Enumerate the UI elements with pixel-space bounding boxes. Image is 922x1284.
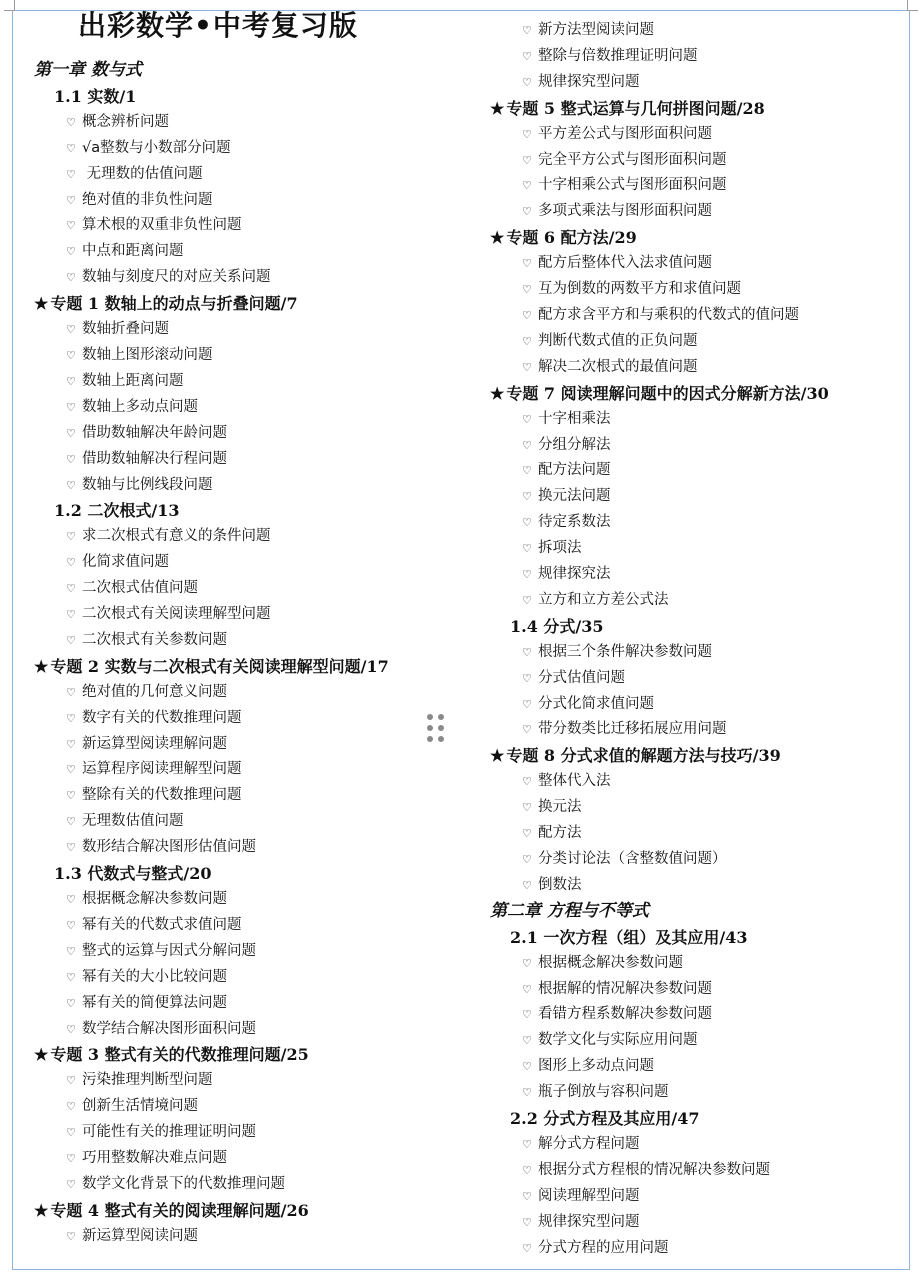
toc-item [34, 939, 484, 965]
toc-text: 分类讨论法（含整数值问题） [538, 851, 727, 867]
toc-text: 瓶子倒放与容积问题 [538, 1084, 669, 1101]
toc-text: 解决二次根式的最值问题 [538, 358, 698, 375]
toc-text: 互为倒数的两数平方和求值问题 [538, 281, 741, 298]
heart-bullet-icon: ♡ [66, 193, 76, 207]
toc-item [34, 1172, 484, 1198]
toc-text: 数学文化背景下的代数推理问题 [82, 1175, 285, 1192]
toc-right-list [490, 18, 910, 1262]
toc-text: 十字相乘法 [538, 410, 611, 427]
heart-bullet-icon: ♡ [522, 593, 532, 607]
toc-item [34, 680, 484, 706]
toc-text: 数轴与比例线段问题 [82, 476, 213, 493]
toc-text: √a整数与小数部分问题 [82, 139, 231, 156]
toc-item [34, 136, 484, 162]
toc-text: 专题 5 整式运算与几何拼图问题/28 [506, 98, 765, 118]
heart-bullet-icon: ♡ [522, 153, 532, 167]
toc-text: 数轴上距离问题 [82, 372, 184, 389]
heart-bullet-icon: ♡ [66, 478, 76, 492]
star-icon: ★ [490, 383, 505, 403]
drag-dot [438, 725, 444, 731]
heart-bullet-icon: ♡ [522, 671, 532, 685]
heart-bullet-icon: ♡ [66, 970, 76, 984]
chapter-heading [490, 899, 910, 925]
toc-text: 换元法 [538, 799, 582, 816]
toc-item [490, 717, 910, 743]
toc-item [490, 1210, 910, 1236]
toc-text: 配方法 [538, 825, 582, 842]
toc-item [490, 407, 910, 433]
toc-text: 算术根的双重非负性问题 [82, 217, 242, 234]
heart-bullet-icon: ♡ [66, 737, 76, 751]
topic-heading [34, 1042, 484, 1068]
toc-item [34, 1146, 484, 1172]
toc-text: 二次根式有关参数问题 [82, 631, 227, 648]
heart-bullet-icon: ♡ [522, 334, 532, 348]
heart-bullet-icon: ♡ [522, 1034, 532, 1048]
chapter-heading [34, 58, 484, 84]
heart-bullet-icon: ♡ [66, 400, 76, 414]
heart-bullet-icon: ♡ [66, 271, 76, 285]
drag-handle-icon[interactable] [427, 714, 445, 744]
toc-text: 换元法问题 [538, 488, 611, 505]
toc-text: 1.2 二次根式/13 [54, 501, 180, 521]
toc-item [34, 343, 484, 369]
toc-item [34, 188, 484, 214]
toc-text: 二次根式估值问题 [82, 580, 198, 597]
toc-item [490, 329, 910, 355]
section-heading [490, 614, 910, 640]
toc-text: 平方差公式与图形面积问题 [538, 125, 712, 142]
toc-item [490, 873, 910, 899]
page-corner-mark-right [907, 0, 918, 11]
toc-text: 2.1 一次方程（组）及其应用/43 [510, 927, 748, 947]
toc-text: 新运算型阅读问题 [82, 1227, 198, 1244]
toc-item [490, 44, 910, 70]
star-icon: ★ [34, 294, 49, 314]
toc-item [490, 821, 910, 847]
heart-bullet-icon: ♡ [522, 982, 532, 996]
toc-text: 规律探究法 [538, 566, 611, 583]
toc-item [34, 213, 484, 239]
toc-text: 新运算型阅读理解问题 [82, 735, 227, 752]
toc-text: 幂有关的简便算法问题 [82, 994, 227, 1011]
heart-bullet-icon: ♡ [66, 530, 76, 544]
toc-text: 完全平方公式与图形面积问题 [538, 151, 727, 168]
toc-text: 运算程序阅读理解型问题 [82, 761, 242, 778]
toc-text: 创新生活情境问题 [82, 1098, 198, 1115]
toc-text: 配方法问题 [538, 462, 611, 479]
toc-text: 倒数法 [538, 876, 582, 893]
section-heading [490, 1106, 910, 1132]
heart-bullet-icon: ♡ [522, 464, 532, 478]
heart-bullet-icon: ♡ [66, 893, 76, 906]
heart-bullet-icon: ♡ [66, 1100, 76, 1114]
toc-item [34, 162, 484, 188]
toc-item [490, 18, 910, 44]
toc-text: 无理数的估值问题 [82, 165, 203, 182]
toc-item [34, 395, 484, 421]
heart-bullet-icon: ♡ [522, 723, 532, 737]
topic-heading [490, 96, 910, 122]
heart-bullet-icon: ♡ [66, 141, 76, 155]
toc-text: 根据概念解决参数问题 [82, 891, 227, 907]
heart-bullet-icon: ♡ [522, 257, 532, 271]
topic-heading [490, 225, 910, 251]
toc-text: 化简求值问题 [82, 554, 169, 571]
heart-bullet-icon: ♡ [66, 556, 76, 570]
toc-item [34, 317, 484, 343]
drag-dot [427, 725, 433, 731]
toc-item [34, 628, 484, 654]
toc-item [490, 433, 910, 459]
toc-text: 数字有关的代数推理问题 [82, 709, 242, 726]
toc-item [490, 148, 910, 174]
toc-item [34, 1017, 484, 1043]
toc-text: 整体代入法 [538, 773, 611, 790]
heart-bullet-icon: ♡ [66, 685, 76, 699]
toc-item [490, 277, 910, 303]
heart-bullet-icon: ♡ [66, 608, 76, 622]
toc-text: 整式的运算与因式分解问题 [82, 942, 256, 959]
heart-bullet-icon: ♡ [66, 1126, 76, 1140]
section-heading [34, 84, 484, 110]
toc-text: 数轴上多动点问题 [82, 398, 198, 415]
toc-text: 立方和立方差公式法 [538, 591, 669, 608]
toc-item [490, 355, 910, 381]
section-heading [34, 861, 484, 887]
toc-item [490, 536, 910, 562]
toc-text: 十字相乘公式与图形面积问题 [538, 177, 727, 194]
toc-text: 专题 8 分式求值的解题方法与技巧/39 [506, 746, 781, 766]
toc-item [34, 809, 484, 835]
heart-bullet-icon: ♡ [522, 516, 532, 530]
toc-text: 借助数轴解决年龄问题 [82, 424, 227, 441]
toc-item [34, 1224, 484, 1250]
heart-bullet-icon: ♡ [522, 542, 532, 556]
toc-item [34, 887, 484, 913]
heart-bullet-icon: ♡ [522, 24, 532, 37]
heart-bullet-icon: ♡ [66, 815, 76, 829]
page-corner-mark-left [4, 0, 15, 11]
toc-item [34, 110, 484, 136]
toc-text: 数学文化与实际应用问题 [538, 1032, 698, 1049]
toc-item [34, 1068, 484, 1094]
toc-text: 第一章 数与式 [34, 60, 142, 80]
heart-bullet-icon: ♡ [522, 1241, 532, 1255]
toc-item [34, 239, 484, 265]
toc-text: 幂有关的代数式求值问题 [82, 916, 242, 933]
toc-text: 借助数轴解决行程问题 [82, 450, 227, 467]
toc-text: 规律探究型问题 [538, 73, 640, 90]
toc-item [34, 550, 484, 576]
toc-item [490, 847, 910, 873]
star-icon: ★ [34, 1200, 49, 1220]
toc-text: 解分式方程问题 [538, 1135, 640, 1152]
toc-text: 数学结合解决图形面积问题 [82, 1020, 256, 1037]
toc-text: 专题 7 阅读理解问题中的因式分解新方法/30 [506, 383, 829, 403]
heart-bullet-icon: ♡ [66, 1022, 76, 1036]
toc-text: 1.4 分式/35 [510, 616, 604, 636]
toc-text: 专题 6 配方法/29 [506, 228, 637, 248]
topic-heading [490, 743, 910, 769]
toc-item [34, 447, 484, 473]
heart-bullet-icon: ♡ [66, 323, 76, 337]
toc-item [490, 173, 910, 199]
toc-item [490, 692, 910, 718]
toc-item [490, 769, 910, 795]
heart-bullet-icon: ♡ [522, 1215, 532, 1229]
toc-right-column [490, 18, 910, 1262]
toc-item [490, 1002, 910, 1028]
heart-bullet-icon: ♡ [66, 918, 76, 932]
heart-bullet-icon: ♡ [522, 827, 532, 841]
toc-text: 第二章 方程与不等式 [490, 900, 649, 921]
toc-item [34, 783, 484, 809]
toc-text: 根据概念解决参数问题 [538, 954, 683, 971]
toc-item [490, 977, 910, 1003]
toc-item [34, 835, 484, 861]
heart-bullet-icon: ♡ [66, 452, 76, 466]
toc-text: 分式估值问题 [538, 669, 625, 686]
heart-bullet-icon: ♡ [66, 219, 76, 233]
toc-item [34, 265, 484, 291]
topic-heading [490, 381, 910, 407]
heart-bullet-icon: ♡ [522, 697, 532, 711]
heart-bullet-icon: ♡ [522, 308, 532, 322]
heart-bullet-icon: ♡ [66, 115, 76, 129]
toc-text: 数形结合解决图形估值问题 [82, 839, 256, 856]
topic-heading [34, 1198, 484, 1224]
toc-text: 分式方程的应用问题 [538, 1239, 669, 1256]
section-heading [34, 498, 484, 524]
star-icon: ★ [490, 98, 505, 118]
heart-bullet-icon: ♡ [522, 179, 532, 193]
heart-bullet-icon: ♡ [66, 633, 76, 647]
toc-item [490, 1080, 910, 1106]
toc-text: 整除与倍数推理证明问题 [538, 47, 698, 64]
toc-text: 可能性有关的推理证明问题 [82, 1124, 256, 1141]
heart-bullet-icon: ♡ [522, 568, 532, 582]
heart-bullet-icon: ♡ [522, 1163, 532, 1177]
star-icon: ★ [34, 656, 49, 676]
toc-text: 污染推理判断型问题 [82, 1072, 213, 1089]
toc-item [490, 562, 910, 588]
heart-bullet-icon: ♡ [66, 1074, 76, 1088]
toc-text: 配方求含平方和与乘积的代数式的值问题 [538, 306, 799, 323]
toc-text: 2.2 分式方程及其应用/47 [510, 1109, 700, 1129]
toc-text: 配方后整体代入法求值问题 [538, 255, 712, 272]
toc-text: 多项式乘法与图形面积问题 [538, 203, 712, 220]
toc-item [490, 588, 910, 614]
heart-bullet-icon: ♡ [66, 841, 76, 855]
toc-text: 专题 3 整式有关的代数推理问题/25 [50, 1045, 309, 1065]
toc-item [34, 524, 484, 550]
toc-text: 绝对值的非负性问题 [82, 191, 213, 208]
toc-text: 判断代数式值的正负问题 [538, 332, 698, 349]
heart-bullet-icon: ♡ [522, 205, 532, 219]
heart-bullet-icon: ♡ [522, 853, 532, 866]
heart-bullet-icon: ♡ [522, 1060, 532, 1074]
heart-bullet-icon: ♡ [522, 878, 532, 892]
heart-bullet-icon: ♡ [522, 283, 532, 297]
toc-item [490, 951, 910, 977]
toc-text: 中点和距离问题 [82, 243, 184, 260]
heart-bullet-icon: ♡ [66, 374, 76, 388]
heart-bullet-icon: ♡ [522, 956, 532, 970]
toc-text: 绝对值的几何意义问题 [82, 683, 227, 700]
drag-dot [438, 736, 444, 742]
star-icon: ★ [34, 1045, 49, 1065]
heart-bullet-icon: ♡ [66, 582, 76, 596]
book-title: 出彩数学•中考复习版 [78, 9, 358, 42]
toc-item [490, 1054, 910, 1080]
heart-bullet-icon: ♡ [522, 1137, 532, 1151]
toc-item [490, 199, 910, 225]
topic-heading [34, 654, 484, 680]
heart-bullet-icon: ♡ [522, 49, 532, 63]
heart-bullet-icon: ♡ [66, 763, 76, 777]
toc-item [34, 1094, 484, 1120]
toc-text: 看错方程系数解决参数问题 [538, 1006, 712, 1023]
toc-text: 分式化简求值问题 [538, 695, 654, 712]
toc-text: 根据解的情况解决参数问题 [538, 980, 712, 997]
section-heading [490, 925, 910, 951]
toc-item [34, 757, 484, 783]
heart-bullet-icon: ♡ [522, 412, 532, 426]
toc-text: 规律探究型问题 [538, 1213, 640, 1230]
toc-item [490, 795, 910, 821]
toc-text: 数轴折叠问题 [82, 321, 169, 338]
toc-text: 专题 4 整式有关的阅读理解问题/26 [50, 1200, 309, 1220]
toc-item [490, 640, 910, 666]
drag-dot [427, 714, 433, 720]
heart-bullet-icon: ♡ [66, 245, 76, 259]
toc-text: 分组分解法 [538, 436, 611, 453]
toc-item [34, 732, 484, 758]
toc-item [34, 602, 484, 628]
heart-bullet-icon: ♡ [66, 1177, 76, 1191]
heart-bullet-icon: ♡ [66, 711, 76, 725]
toc-left-column [34, 0, 484, 1250]
toc-text: 根据三个条件解决参数问题 [538, 643, 712, 660]
toc-text: 幂有关的大小比较问题 [82, 968, 227, 985]
toc-text: 无理数估值问题 [82, 813, 184, 830]
toc-item [34, 706, 484, 732]
heart-bullet-icon: ♡ [522, 645, 532, 659]
toc-item [490, 70, 910, 96]
toc-item [490, 303, 910, 329]
heart-bullet-icon: ♡ [66, 348, 76, 362]
toc-text: 求二次根式有意义的条件问题 [82, 528, 271, 545]
toc-item [490, 1028, 910, 1054]
heart-bullet-icon: ♡ [66, 996, 76, 1010]
heart-bullet-icon: ♡ [522, 1189, 532, 1203]
heart-bullet-icon: ♡ [522, 360, 532, 374]
toc-item [490, 484, 910, 510]
toc-text: 根据分式方程根的情况解决参数问题 [538, 1161, 770, 1178]
heart-bullet-icon: ♡ [66, 426, 76, 440]
toc-text: 图形上多动点问题 [538, 1058, 654, 1075]
toc-item [34, 369, 484, 395]
toc-item [490, 1132, 910, 1158]
star-icon: ★ [490, 228, 505, 248]
heart-bullet-icon: ♡ [66, 167, 76, 181]
toc-item [490, 1236, 910, 1262]
toc-text: 数轴上图形滚动问题 [82, 346, 213, 363]
star-icon: ★ [490, 746, 505, 766]
heart-bullet-icon: ♡ [522, 490, 532, 504]
heart-bullet-icon: ♡ [522, 75, 532, 89]
heart-bullet-icon: ♡ [522, 438, 532, 452]
toc-text: 新方法型阅读问题 [538, 22, 654, 38]
toc-item [490, 1158, 910, 1184]
heart-bullet-icon: ♡ [522, 801, 532, 815]
heart-bullet-icon: ♡ [522, 1086, 532, 1100]
toc-item [34, 913, 484, 939]
toc-text: 阅读理解型问题 [538, 1187, 640, 1204]
toc-text: 专题 1 数轴上的动点与折叠问题/7 [50, 294, 298, 314]
toc-text: 1.3 代数式与整式/20 [54, 864, 212, 884]
toc-item [490, 122, 910, 148]
toc-text: 巧用整数解决难点问题 [82, 1150, 227, 1167]
drag-dot [438, 714, 444, 720]
toc-text: 专题 2 实数与二次根式有关阅读理解型问题/17 [50, 656, 389, 676]
toc-text: 整除有关的代数推理问题 [82, 787, 242, 804]
toc-item [490, 458, 910, 484]
toc-text: 1.1 实数/1 [54, 86, 137, 106]
toc-item [34, 576, 484, 602]
toc-text: 概念辨析问题 [82, 113, 169, 130]
toc-text: 带分数类比迁移拓展应用问题 [538, 721, 727, 738]
toc-left-list [34, 58, 484, 1250]
heart-bullet-icon: ♡ [522, 775, 532, 789]
toc-item [34, 965, 484, 991]
toc-item [34, 421, 484, 447]
heart-bullet-icon: ♡ [522, 127, 532, 141]
toc-item [490, 1184, 910, 1210]
toc-text: 拆项法 [538, 540, 582, 557]
toc-text: 待定系数法 [538, 514, 611, 531]
toc-text: 数轴与刻度尺的对应关系问题 [82, 269, 271, 286]
toc-item [490, 251, 910, 277]
toc-item [490, 666, 910, 692]
toc-item [34, 991, 484, 1017]
heart-bullet-icon: ♡ [66, 789, 76, 803]
heart-bullet-icon: ♡ [66, 1152, 76, 1166]
toc-text: 二次根式有关阅读理解型问题 [82, 606, 271, 623]
drag-dot [427, 736, 433, 742]
topic-heading [34, 291, 484, 317]
heart-bullet-icon: ♡ [66, 944, 76, 958]
heart-bullet-icon: ♡ [522, 1008, 532, 1022]
toc-item [490, 510, 910, 536]
heart-bullet-icon: ♡ [66, 1229, 76, 1243]
toc-item [34, 473, 484, 499]
toc-item [34, 1120, 484, 1146]
